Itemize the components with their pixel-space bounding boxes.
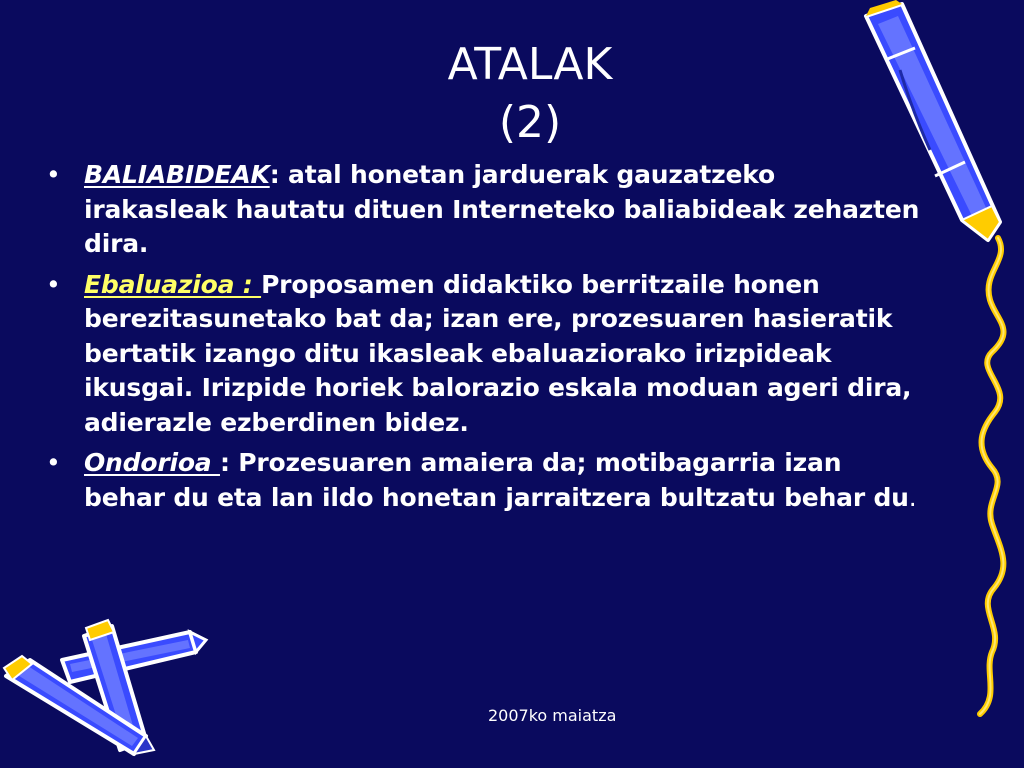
title-line-2: (2) [498, 97, 562, 148]
bullet-marker: • [46, 448, 61, 477]
bullet-item-ebaluazioa [40, 268, 920, 441]
bullet-list [40, 158, 920, 521]
slide-title [400, 36, 660, 152]
keyword-ebaluazioa: Ebaluazioa : [84, 269, 262, 299]
title-line-1: ATALAK [447, 39, 613, 90]
slide-footer-date: 2007ko maiatza [488, 706, 617, 725]
keyword-baliabideak: BALIABIDEAK [84, 160, 270, 189]
bullet-text: : Prozesuaren amaiera da; motibagarria izan behar du eta lan ildo honetan jarraitzera bultzatu behar du [84, 448, 909, 512]
yellow-squiggle-line [980, 238, 1004, 714]
trailing-period: . [908, 482, 917, 512]
separator: : [269, 160, 280, 189]
crayons-icon [4, 620, 206, 754]
bullet-marker: • [46, 269, 61, 299]
bullet-item-ondorioa [40, 446, 920, 515]
bullet-marker: • [46, 160, 61, 189]
bullet-text: Proposamen didaktiko berritzaile honen berezitasunetako bat da; izan ere, prozesuaren hasieratik bertatik izango ditu ikasleak ebaluaziorako irizpideak ikusgai. Irizpide horiek balorazio eskala moduan ageri dira, adierazle ezberdinen bidez. [84, 269, 912, 437]
bullet-text: atal honetan jarduerak gauzatzeko irakasleak hautatu dituen Interneteko baliabideak zehazten dira. [84, 160, 920, 258]
keyword-ondorioa: Ondorioa [84, 448, 220, 477]
bullet-item-baliabideak [40, 158, 920, 262]
